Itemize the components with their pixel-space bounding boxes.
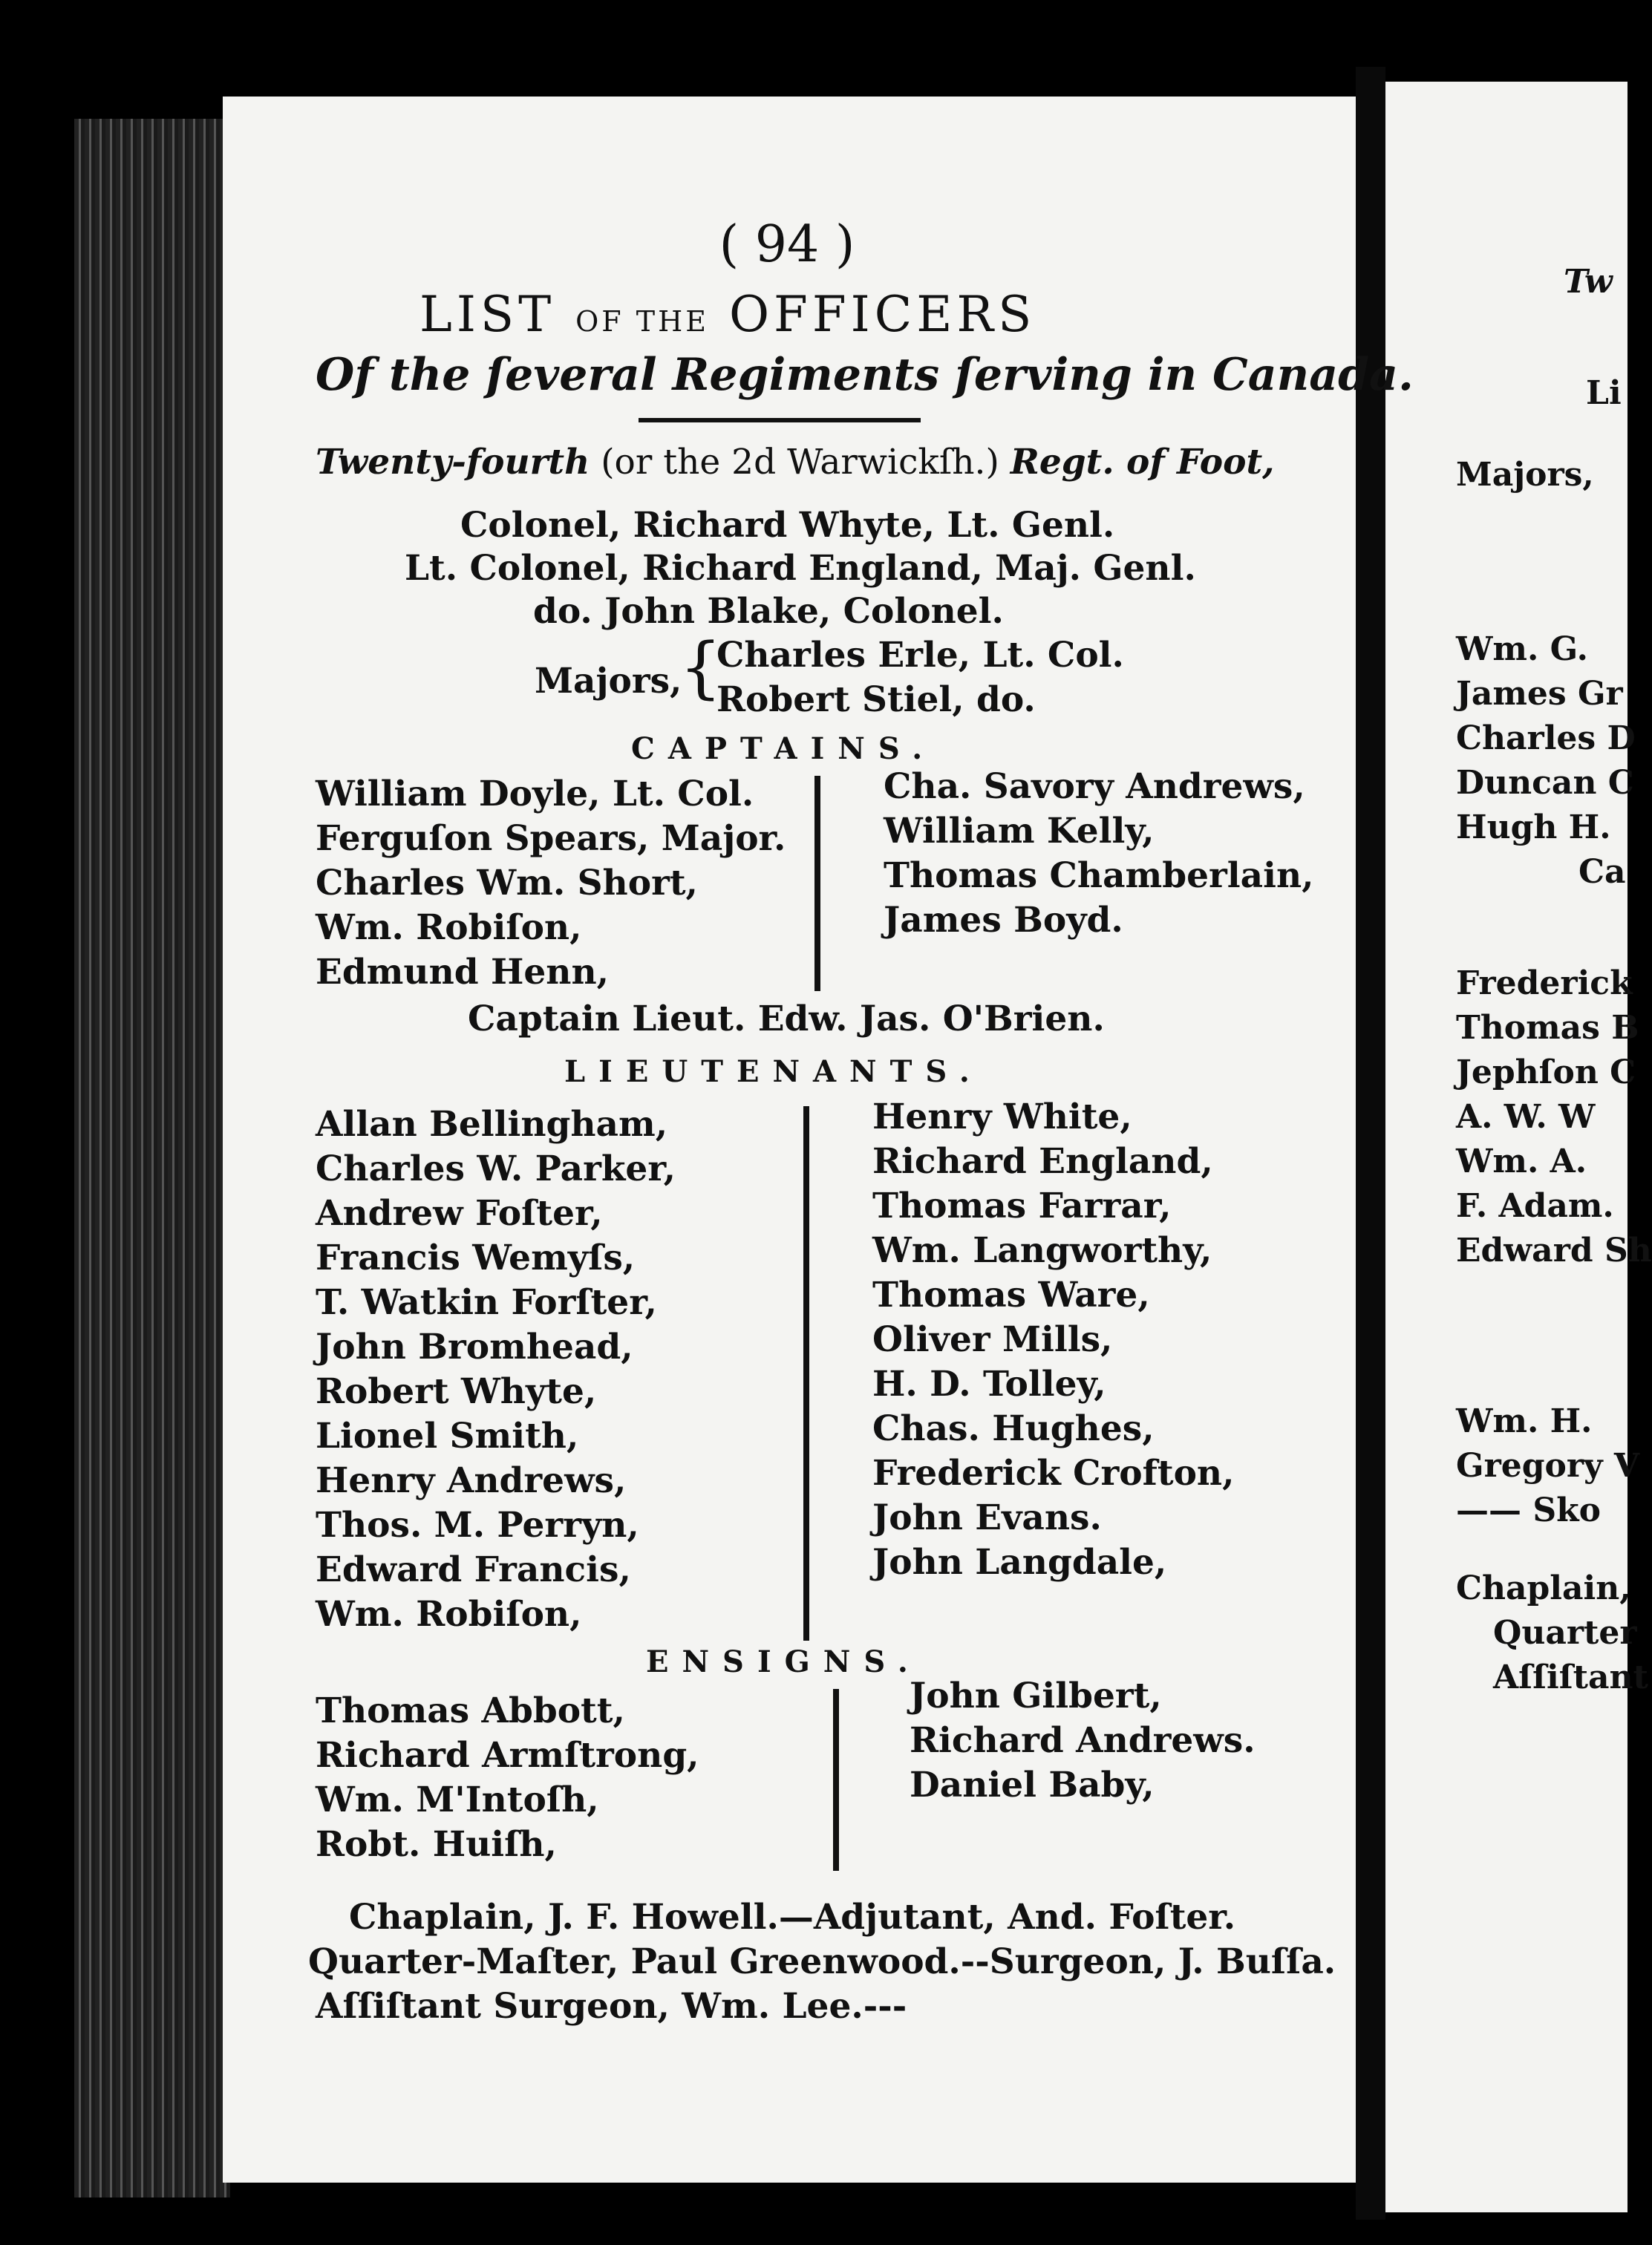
list-item: Thomas Ware,: [872, 1275, 1150, 1316]
facing-line: A. W. W: [1456, 1098, 1596, 1136]
facing-line: Frederick: [1456, 964, 1633, 1002]
list-item: Edmund Henn,: [316, 952, 610, 993]
field-officer-line: Colonel, Richard Whyte, Lt. Genl.: [460, 505, 1115, 546]
list-item: Thomas Chamberlain,: [884, 855, 1314, 896]
list-item: Thomas Farrar,: [872, 1186, 1172, 1226]
major-name: Robert Stiel, do.: [716, 679, 1036, 720]
facing-line: Jephſon C: [1456, 1053, 1636, 1091]
title-part: LIST: [419, 286, 556, 343]
list-item: Henry White,: [872, 1097, 1132, 1137]
column-divider: [833, 1689, 839, 1871]
list-item: John Gilbert,: [910, 1676, 1162, 1716]
captains-right-column: [884, 765, 1314, 943]
list-item: Robert Whyte,: [316, 1371, 597, 1412]
captains-left-column: [316, 772, 786, 995]
facing-line: Quarter: [1493, 1614, 1637, 1652]
list-item: Charles Wm. Short,: [316, 863, 698, 903]
list-item: Ferguſon Spears, Major.: [316, 818, 786, 859]
facing-line: Thomas B: [1456, 1009, 1639, 1047]
captain-lieutenant: Captain Lieut. Edw. Jas. O'Brien.: [468, 999, 1105, 1039]
title-rule: [639, 418, 921, 422]
list-item: Charles W. Parker,: [316, 1148, 676, 1189]
list-item: Robt. Huiſh,: [316, 1824, 557, 1865]
list-item: Allan Bellingham,: [316, 1104, 668, 1145]
majors-label: Majors,: [535, 661, 682, 702]
ensigns-right-column: [910, 1674, 1256, 1808]
list-item: John Langdale,: [872, 1542, 1167, 1583]
list-item: John Evans.: [872, 1497, 1102, 1538]
list-item: Cha. Savory Andrews,: [884, 766, 1305, 807]
regiment-type: Regt. of Foot,: [1010, 442, 1275, 483]
facing-line: Ca: [1578, 853, 1626, 891]
list-item: Daniel Baby,: [910, 1765, 1155, 1806]
facing-line: Charles D: [1456, 719, 1636, 757]
majors-brace: {: [679, 629, 722, 707]
column-divider: [803, 1106, 809, 1641]
lieutenants-left-column: [316, 1102, 676, 1637]
facing-line: Edward Sh: [1456, 1232, 1652, 1269]
facing-line: Wm. A.: [1456, 1143, 1587, 1180]
list-item: Chas. Hughes,: [872, 1408, 1155, 1449]
list-item: Francis Wemyſs,: [316, 1238, 636, 1278]
page-subtitle: Of the ſeveral Regiments ſerving in Canada.: [316, 349, 1414, 401]
lieutenants-heading: LIEUTENANTS.: [564, 1054, 983, 1089]
facing-line: Li: [1586, 374, 1622, 412]
list-item: Henry Andrews,: [316, 1460, 627, 1501]
list-item: Richard Andrews.: [910, 1720, 1256, 1761]
title-part: OF THE: [575, 305, 709, 338]
list-item: T. Watkin Forſter,: [316, 1282, 657, 1323]
facing-line: Wm. H.: [1456, 1402, 1593, 1440]
list-item: Edward Francis,: [316, 1549, 631, 1590]
list-item: Oliver Mills,: [872, 1319, 1113, 1360]
list-item: Wm. Robiſon,: [316, 1594, 582, 1635]
list-item: Richard England,: [872, 1141, 1213, 1182]
list-item: William Kelly,: [884, 811, 1155, 852]
list-item: Richard Armſtrong,: [316, 1735, 699, 1776]
list-item: Thos. M. Perryn,: [316, 1505, 639, 1546]
facing-line: James Gr: [1456, 675, 1623, 713]
list-item: Andrew Foſter,: [316, 1193, 603, 1234]
list-item: James Boyd.: [884, 900, 1123, 941]
facing-line: Majors,: [1456, 456, 1594, 494]
list-item: Wm. Robiſon,: [316, 907, 582, 948]
facing-line: Duncan C: [1456, 764, 1634, 802]
list-item: Wm. Langworthy,: [872, 1230, 1212, 1271]
staff-line: Quarter-Maſter, Paul Greenwood.--Surgeon, J. Buſſa.: [308, 1941, 1336, 1982]
list-item: John Bromhead,: [316, 1327, 633, 1367]
list-item: Wm. M'Intoſh,: [316, 1780, 599, 1820]
regiment-name: (or the 2d Warwickſh.): [601, 442, 999, 483]
facing-line: Aſſiſtant: [1493, 1659, 1648, 1696]
facing-line: F. Adam.: [1456, 1187, 1614, 1225]
major-name: Charles Erle, Lt. Col.: [716, 635, 1124, 676]
staff-line: Chaplain, J. F. Howell.—Adjutant, And. Foſter.: [349, 1897, 1236, 1938]
facing-page: [1385, 82, 1652, 2212]
regiment-heading: [316, 442, 1275, 483]
list-item: Lionel Smith,: [316, 1416, 579, 1457]
field-officer-line: Lt. Colonel, Richard England, Maj. Genl.: [405, 548, 1196, 589]
facing-line: Hugh H.: [1456, 808, 1611, 846]
list-item: William Doyle, Lt. Col.: [316, 774, 754, 814]
list-item: Thomas Abbott,: [316, 1690, 625, 1731]
facing-line: —— Sko: [1456, 1491, 1601, 1529]
facing-line: Wm. G.: [1456, 630, 1588, 668]
ensigns-left-column: [316, 1689, 699, 1867]
title-part: OFFICERS: [728, 286, 1036, 343]
regiment-number: Twenty-fourth: [316, 442, 590, 483]
list-item: Frederick Crofton,: [872, 1453, 1235, 1494]
facing-line: Gregory V: [1456, 1447, 1640, 1485]
facing-line: Tw: [1564, 263, 1613, 301]
lieutenants-right-column: [872, 1095, 1234, 1585]
staff-line: Aſſiſtant Surgeon, Wm. Lee.---: [316, 1986, 907, 2027]
ensigns-heading: ENSIGNS.: [646, 1644, 921, 1679]
captains-heading: CAPTAINS.: [631, 731, 936, 766]
page-number: ( 94 ): [719, 215, 855, 274]
facing-line: Chaplain,: [1456, 1569, 1631, 1607]
page-title: [419, 286, 1036, 343]
field-officer-line: do. John Blake, Colonel.: [533, 591, 1004, 632]
list-item: H. D. Tolley,: [872, 1364, 1106, 1405]
column-divider: [814, 776, 820, 991]
book-page-edges: [74, 119, 230, 2197]
